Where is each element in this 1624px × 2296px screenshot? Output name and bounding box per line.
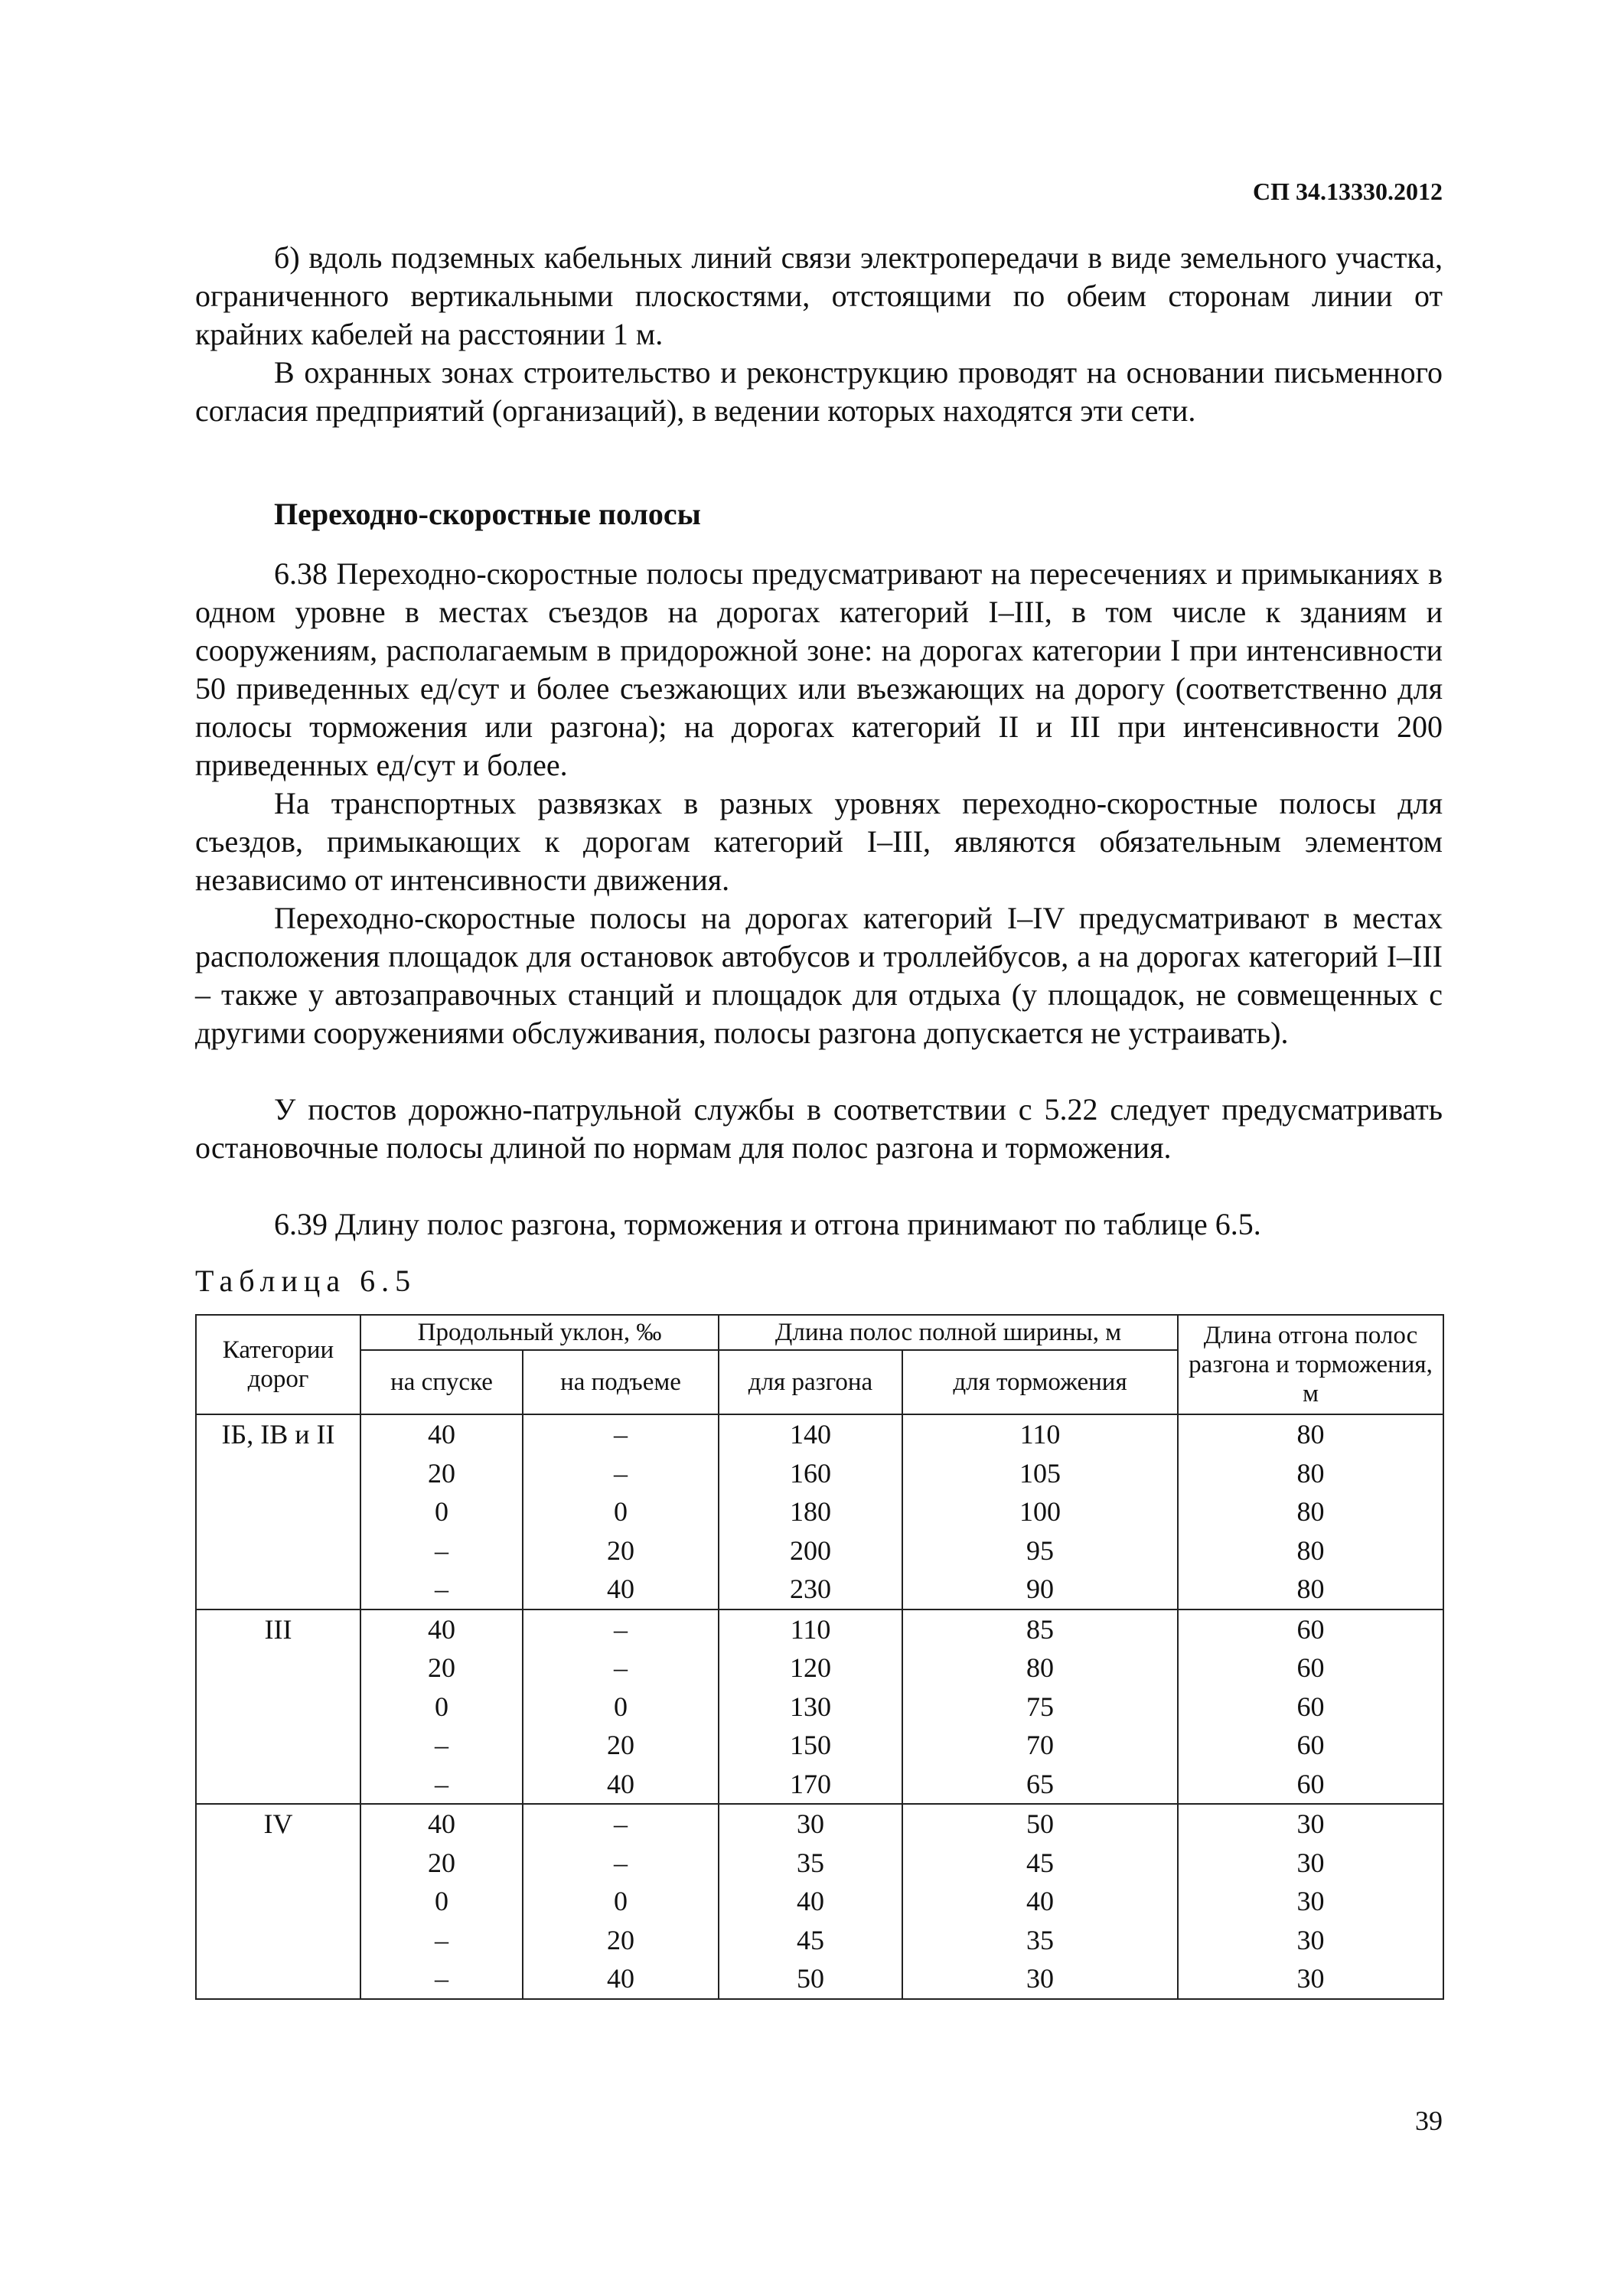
- slope-down-cell: –: [360, 1921, 523, 1960]
- acceleration-length-cell: 50: [719, 1959, 902, 1999]
- slope-down-cell: 0: [360, 1492, 523, 1531]
- slope-up-cell: –: [523, 1649, 719, 1688]
- paragraph-patrol-posts: У постов дорожно-патрульной службы в соответствии с 5.22 следует предусматривать остановочные полосы длиной по нормам для полос разгона и торможения.: [195, 1092, 1443, 1165]
- slope-down-cell: –: [360, 1531, 523, 1570]
- acceleration-length-cell: 230: [719, 1570, 902, 1609]
- acceleration-length-cell: 170: [719, 1765, 902, 1805]
- slope-up-cell: 40: [523, 1765, 719, 1805]
- header-taper-length: Длина отгона полос разгона и торможения, м: [1178, 1315, 1443, 1414]
- header-category: Категории дорог: [196, 1315, 360, 1414]
- slope-down-cell: 0: [360, 1882, 523, 1921]
- braking-length-cell: 80: [902, 1649, 1178, 1688]
- taper-length-cell: 30: [1178, 1959, 1443, 1999]
- header-slope-up: на подъеме: [523, 1350, 719, 1414]
- page-number: 39: [1415, 2105, 1443, 2136]
- slope-down-cell: –: [360, 1959, 523, 1999]
- table-row: [196, 1609, 1443, 1649]
- paragraph-interchanges: На транспортных развязках в разных уровнях переходно-скоростные полосы для съездов, примыкающих к дорогам категорий I–III, являются обязательным элементом независимо от интенсивности движения.: [195, 786, 1443, 897]
- slope-up-cell: 0: [523, 1688, 719, 1727]
- acceleration-length-cell: 35: [719, 1844, 902, 1883]
- taper-length-cell: 60: [1178, 1609, 1443, 1649]
- slope-down-cell: 40: [360, 1804, 523, 1844]
- slope-up-cell: –: [523, 1844, 719, 1883]
- acceleration-length-cell: 120: [719, 1649, 902, 1688]
- acceleration-length-cell: 45: [719, 1921, 902, 1960]
- acceleration-length-cell: 40: [719, 1882, 902, 1921]
- acceleration-length-cell: 140: [719, 1414, 902, 1454]
- slope-down-cell: –: [360, 1570, 523, 1609]
- braking-length-cell: 100: [902, 1492, 1178, 1531]
- acceleration-length-cell: 130: [719, 1688, 902, 1727]
- slope-up-cell: 0: [523, 1882, 719, 1921]
- acceleration-length-cell: 150: [719, 1726, 902, 1765]
- header-length-group: Длина полос полной ширины, м: [719, 1315, 1178, 1350]
- slope-up-cell: –: [523, 1609, 719, 1649]
- table-row: [196, 1649, 1443, 1688]
- slope-down-cell: 20: [360, 1454, 523, 1493]
- acceleration-length-cell: 180: [719, 1492, 902, 1531]
- braking-length-cell: 110: [902, 1414, 1178, 1454]
- slope-up-cell: 20: [523, 1921, 719, 1960]
- taper-length-cell: 30: [1178, 1804, 1443, 1844]
- table-row: [196, 1921, 1443, 1960]
- table-row: [196, 1454, 1443, 1493]
- document-code: СП 34.13330.2012: [1253, 178, 1443, 205]
- taper-length-cell: 80: [1178, 1454, 1443, 1493]
- table-6-5: [195, 1314, 1444, 2000]
- table-row: [196, 1844, 1443, 1883]
- taper-length-cell: 80: [1178, 1531, 1443, 1570]
- taper-length-cell: 60: [1178, 1649, 1443, 1688]
- road-category-cell: IV: [196, 1804, 360, 1999]
- taper-length-cell: 80: [1178, 1492, 1443, 1531]
- braking-length-cell: 45: [902, 1844, 1178, 1883]
- slope-up-cell: –: [523, 1414, 719, 1454]
- road-category-cell: III: [196, 1609, 360, 1805]
- header-slope-down: на спуске: [360, 1350, 523, 1414]
- slope-down-cell: 0: [360, 1688, 523, 1727]
- slope-up-cell: –: [523, 1454, 719, 1493]
- braking-length-cell: 75: [902, 1688, 1178, 1727]
- slope-up-cell: 20: [523, 1726, 719, 1765]
- table-row: [196, 1726, 1443, 1765]
- taper-length-cell: 80: [1178, 1570, 1443, 1609]
- slope-down-cell: –: [360, 1726, 523, 1765]
- table-row: [196, 1688, 1443, 1727]
- header-acceleration: для разгона: [719, 1350, 902, 1414]
- slope-up-cell: 40: [523, 1959, 719, 1999]
- slope-down-cell: 40: [360, 1414, 523, 1454]
- table-body: [196, 1414, 1443, 1999]
- slope-down-cell: 20: [360, 1649, 523, 1688]
- acceleration-length-cell: 160: [719, 1454, 902, 1493]
- slope-down-cell: 40: [360, 1609, 523, 1649]
- table-row: [196, 1804, 1443, 1844]
- taper-length-cell: 80: [1178, 1414, 1443, 1454]
- slope-up-cell: 20: [523, 1531, 719, 1570]
- slope-down-cell: 20: [360, 1844, 523, 1883]
- paragraph-protection-zones: В охранных зонах строительство и реконструкцию проводят на основании письменного согласия предприятий (организаций), в ведении которых находятся эти сети.: [195, 355, 1443, 428]
- table-row: [196, 1531, 1443, 1570]
- section-heading: Переходно-скоростные полосы: [274, 497, 701, 531]
- acceleration-length-cell: 30: [719, 1804, 902, 1844]
- braking-length-cell: 35: [902, 1921, 1178, 1960]
- road-category-cell: IБ, IВ и II: [196, 1414, 360, 1609]
- braking-length-cell: 90: [902, 1570, 1178, 1609]
- table-caption: Таблица 6.5: [195, 1264, 417, 1298]
- taper-length-cell: 60: [1178, 1765, 1443, 1805]
- slope-up-cell: 0: [523, 1492, 719, 1531]
- table-row: [196, 1570, 1443, 1609]
- table-row: [196, 1959, 1443, 1999]
- paragraph-6-39: 6.39 Длину полос разгона, торможения и отгона принимают по таблице 6.5.: [274, 1207, 1261, 1241]
- braking-length-cell: 95: [902, 1531, 1178, 1570]
- braking-length-cell: 30: [902, 1959, 1178, 1999]
- taper-length-cell: 60: [1178, 1688, 1443, 1727]
- slope-up-cell: –: [523, 1804, 719, 1844]
- paragraph-cable-lines: б) вдоль подземных кабельных линий связи электропередачи в виде земельного участка, ограниченного вертикальными плоскостями, отстоящими по обеим сторонам линии от крайних кабелей на расстоянии 1 м.: [195, 240, 1443, 351]
- acceleration-length-cell: 200: [719, 1531, 902, 1570]
- paragraph-6-38: 6.38 Переходно-скоростные полосы предусматривают на пересечениях и примыканиях в одном уровне в местах съездов на дорогах категорий I–III, в том числе к зданиям и сооружениям, располагаемым в придорожной зоне: на дорогах категории I при интенсивности 50 приведенных ед/сут и более съезжающих или въезжающих на дорогу (соответственно для полосы торможения или разгона); на дорогах категорий II и III при интенсивности 200 приведенных ед/сут и более.: [195, 556, 1443, 782]
- acceleration-length-cell: 110: [719, 1609, 902, 1649]
- table-row: [196, 1492, 1443, 1531]
- taper-length-cell: 60: [1178, 1726, 1443, 1765]
- slope-down-cell: –: [360, 1765, 523, 1805]
- taper-length-cell: 30: [1178, 1844, 1443, 1883]
- table-row: [196, 1414, 1443, 1454]
- table-row: [196, 1882, 1443, 1921]
- slope-up-cell: 40: [523, 1570, 719, 1609]
- header-slope-group: Продольный уклон, ‰: [360, 1315, 719, 1350]
- braking-length-cell: 65: [902, 1765, 1178, 1805]
- braking-length-cell: 85: [902, 1609, 1178, 1649]
- table-row: [196, 1765, 1443, 1805]
- braking-length-cell: 70: [902, 1726, 1178, 1765]
- braking-length-cell: 40: [902, 1882, 1178, 1921]
- taper-length-cell: 30: [1178, 1921, 1443, 1960]
- paragraph-bus-stops: Переходно-скоростные полосы на дорогах категорий I–IV предусматривают в местах расположения площадок для остановок автобусов и троллейбусов, а на дорогах категорий I–III – также у автозаправочных станций и площадок для отдыха (у площадок, не совмещенных с другими сооружениями обслуживания, полосы разгона допускается не устраивать).: [195, 901, 1443, 1050]
- header-braking: для торможения: [902, 1350, 1178, 1414]
- taper-length-cell: 30: [1178, 1882, 1443, 1921]
- braking-length-cell: 50: [902, 1804, 1178, 1844]
- braking-length-cell: 105: [902, 1454, 1178, 1493]
